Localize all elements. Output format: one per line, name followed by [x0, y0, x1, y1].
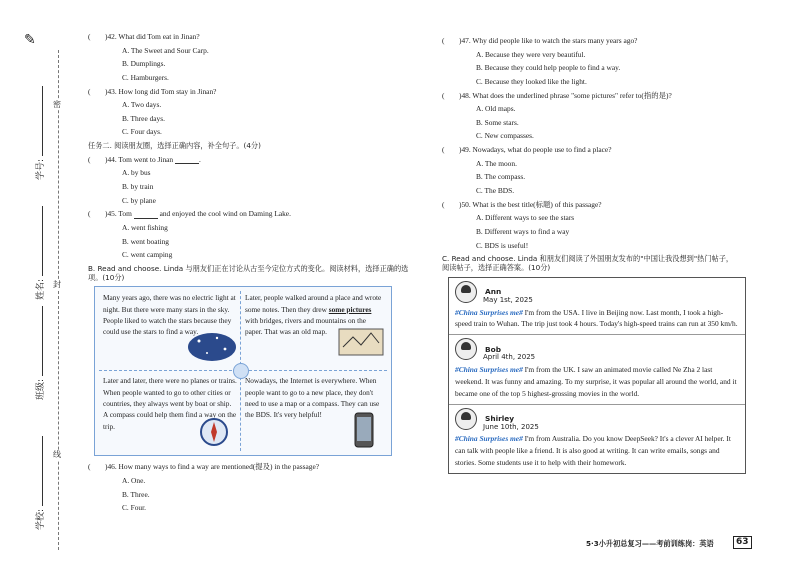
option[interactable]: A. The Sweet and Sour Carp.: [122, 45, 209, 55]
passage-map: Later, people walked around a place and wrote some notes. Then they drew some pictures with bridges, rivers and mountains on the paper. That was an old map.: [245, 293, 382, 337]
starry-cloud-icon: [187, 329, 237, 363]
post: [449, 335, 745, 404]
answer-blank[interactable]: [175, 155, 199, 164]
section-b-heading: B. Read and choose. Linda 与朋友们正在讨论从古至今定位方式的变化。阅读材料，选择正确的选项。(10分): [88, 263, 409, 282]
option[interactable]: B. Dumplings.: [122, 59, 166, 69]
option[interactable]: B. Because they could help people to find a way.: [476, 63, 621, 73]
post-date: May 1st, 2025: [483, 295, 533, 304]
option[interactable]: C. Hamburgers.: [122, 72, 169, 82]
avatar: [455, 281, 477, 303]
question-43: ( )43. How long did Tom stay in Jinan?: [88, 86, 217, 96]
class-field: 班级:: [36, 306, 47, 400]
name-field: 姓名:: [36, 206, 47, 300]
option[interactable]: C. Four.: [122, 503, 147, 513]
post-body: #China Surprises me# I'm from the USA. I live in Beijing now. Last month, I took a high-speed train to Wuhan. The trip just took 4 hours. Today's high-speed trains can run at 350 km/h.: [455, 307, 738, 329]
question-48: ( )48. What does the underlined phrase "some pictures" refer to(指的是)?: [442, 90, 672, 100]
page-number: 63: [733, 536, 752, 549]
task2-heading: 任务二. 阅读朋友圈，选择正确内容，补全句子。(4分): [88, 141, 261, 151]
post-author: Shirley: [485, 413, 515, 423]
question-44: ( )44. Tom went to Jinan .: [88, 154, 201, 164]
option[interactable]: A. One.: [122, 476, 146, 486]
option[interactable]: C. BDS is useful!: [476, 240, 529, 250]
question-49: ( )49. Nowadays, what do people use to find a place?: [442, 145, 612, 155]
social-posts-card: [448, 277, 746, 474]
post-date: April 4th, 2025: [483, 353, 536, 362]
question-45: ( )45. Tom and enjoyed the cool wind on Daming Lake.: [88, 209, 291, 219]
avatar: [455, 408, 477, 430]
passage-compass: Later and later, there were no planes or trains. When people wanted to go to other cities or countries, they always went by boat or ship. A compass could help them find a way on the trip.: [103, 376, 237, 431]
option[interactable]: C. by plane: [122, 195, 156, 205]
phone-icon: [349, 411, 379, 451]
option[interactable]: C. went camping: [122, 250, 173, 260]
seal-mark-mi: 密: [53, 100, 61, 109]
option[interactable]: A. Old maps.: [476, 104, 516, 114]
left-column: [88, 32, 430, 517]
avatar: [455, 338, 477, 360]
binding-margin: [22, 30, 68, 550]
option[interactable]: C. Because they looked like the light.: [476, 76, 587, 86]
option[interactable]: B. by train: [122, 182, 154, 191]
post-body: #China Surprises me# I'm from the UK. I saw an animated movie called Ne Zha 2 last weekend. It was funny and amazing. To my surprise, it was popular all around the world, and it became one of the top 5 highest-grossing movies in the world.: [455, 365, 737, 398]
section-c-heading: C. Read and choose. Linda 和朋友们阅读了外国朋友发布的"中国让我没想到"热门帖子，阅读帖子，选择正确答案。(10分): [442, 254, 734, 273]
post-author: Ann: [485, 287, 502, 297]
cut-line: [58, 50, 59, 550]
question-50: ( )50. What is the best title(标题) of this passage?: [442, 199, 602, 209]
right-column: [442, 36, 742, 474]
page-footer: 5·3小升初总复习——考前训练岗：英语: [586, 539, 714, 548]
option[interactable]: A. The moon.: [476, 158, 517, 168]
compass-icon: [199, 417, 229, 447]
option[interactable]: B. Three days.: [122, 113, 165, 123]
option[interactable]: C. Four days.: [122, 127, 162, 137]
option[interactable]: A. Two days.: [122, 100, 162, 110]
question-46: ( )46. How many ways to find a way are mentioned(提及) in the passage?: [88, 462, 320, 472]
option[interactable]: A. Because they were very beautiful.: [476, 49, 586, 59]
post: [449, 278, 745, 335]
seal-mark-feng: 封: [53, 280, 61, 289]
student-id-field: 学号:: [36, 86, 47, 180]
school-field: 学校:: [36, 436, 47, 530]
option[interactable]: B. The compass.: [476, 172, 526, 182]
option[interactable]: C. The BDS.: [476, 186, 515, 196]
post-body: #China Surprises me# I'm from Australia. Do you know DeepSeek? It's a clever AI helper. It can talk with people like a friend. It is also good at writing. It can write emails, songs and stories. Some students use it to help with their homework.: [455, 434, 731, 467]
question-42: ( )42. What did Tom eat in Jinan?: [88, 32, 200, 41]
question-47: ( )47. Why did people like to watch the stars many years ago?: [442, 36, 638, 45]
old-map-icon: [337, 325, 385, 359]
passage-bds: Nowadays, the Internet is everywhere. When people want to go to a new place, they don't need to use a map or a compass. They can use the BDS. It's very helpful!: [245, 376, 380, 420]
option[interactable]: B. went boating: [122, 236, 170, 246]
option[interactable]: A. Different ways to see the stars: [476, 213, 575, 223]
passage-stars: Many years ago, there was no electric light at night. But there were many stars in the sky. People liked to watch the stars because they could use the stars to find a way.: [103, 293, 236, 337]
reading-panel: [94, 286, 392, 456]
option[interactable]: B. Some stars.: [476, 117, 519, 127]
option[interactable]: A. by bus: [122, 168, 151, 178]
hashtag: #China Surprises me#: [455, 307, 523, 317]
bird-decoration-icon: ✎: [24, 33, 36, 48]
post: [449, 405, 745, 473]
option[interactable]: C. New compasses.: [476, 131, 534, 141]
option[interactable]: B. Different ways to find a way: [476, 226, 570, 236]
hashtag: #China Surprises me#: [455, 434, 523, 444]
option[interactable]: B. Three.: [122, 489, 150, 499]
hashtag: #China Surprises me#: [455, 365, 523, 375]
answer-blank[interactable]: [134, 209, 158, 218]
post-author: Bob: [485, 344, 502, 354]
post-date: June 10th, 2025: [483, 422, 539, 431]
option[interactable]: A. went fishing: [122, 222, 168, 232]
seal-mark-xian: 线: [53, 450, 61, 459]
